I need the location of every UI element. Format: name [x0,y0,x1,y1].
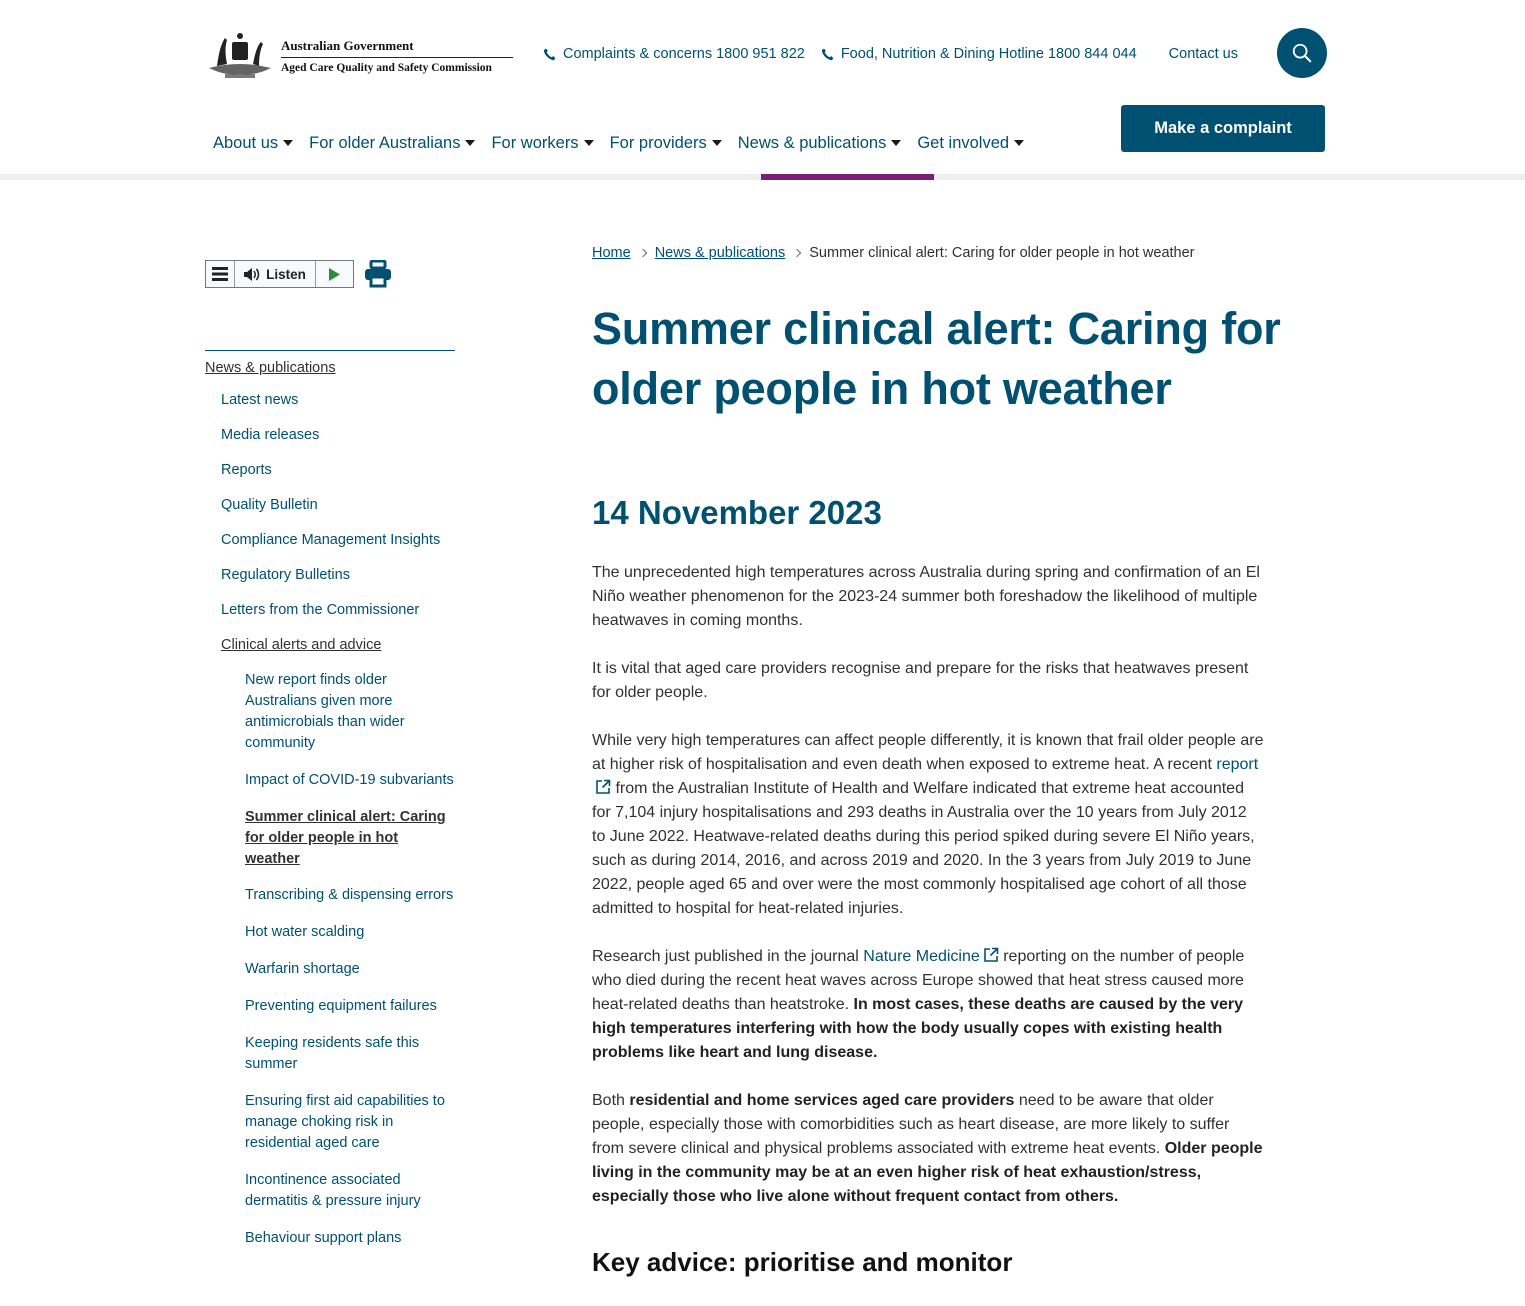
sidebar-item-regulatory-bulletins[interactable]: Regulatory Bulletins [221,567,350,583]
print-icon[interactable] [364,260,392,288]
nav-for-providers[interactable] [610,131,722,155]
hotline-phone-link[interactable] [821,46,1137,62]
bold-text: In most cases, these deaths are caused by the very high temperatures interfering with how the body usually copes with existing health problems like heart and lung disease. [592,996,1244,1061]
phone-icon [821,48,834,61]
breadcrumb [592,243,1264,263]
text: reporting on the number of people who died during the recent heat waves across Europe showed that heat stress caused more heat-related deaths than heatstroke. [592,948,1245,1013]
nav-about-us[interactable] [213,131,293,155]
text: Both [592,1092,630,1109]
publish-date: 14 November 2023 [592,494,882,531]
listen-button[interactable] [235,261,316,287]
caret-down-icon [584,140,594,146]
breadcrumb-news-publications[interactable]: News & publications [654,245,786,261]
nav-label: For workers [491,133,579,152]
breadcrumb-current: Summer clinical alert: Caring for older people in hot weather [809,245,1195,261]
sidebar-level2 [245,670,455,1249]
bold-text: residential and home services aged care providers [629,1092,1015,1109]
sidebar-subitem-first-aid-choking[interactable]: Ensuring first aid capabilities to manage choking risk in residential aged care [245,1093,445,1151]
breadcrumb-home[interactable]: Home [592,245,631,261]
sidebar-subitem-incontinence-dermatitis[interactable]: Incontinence associated dermatitis & pressure injury [245,1172,421,1209]
text: While very high temperatures can affect people differently, it is known that frail older people are at higher risk of hospitalisation and even death when exposed to extreme heat. A recent [592,732,1264,773]
caret-down-icon [891,140,901,146]
main-nav [213,131,1040,155]
sidebar-subitem-summer-clinical-alert[interactable]: Summer clinical alert: Caring for older people in hot weather [245,809,446,867]
complaints-phone-label: Complaints & concerns 1800 951 822 [563,46,805,62]
nav-label: For providers [609,133,707,152]
page-tools [205,260,392,288]
nature-medicine-link[interactable]: Nature Medicine [863,948,980,965]
play-icon [329,268,340,281]
menu-icon [212,267,228,281]
sidebar-subitem-residents-safe-summer[interactable]: Keeping residents safe this summer [245,1035,420,1072]
main-content [592,243,1281,1277]
section-sidebar-nav [205,350,455,1249]
chevron-right-icon [638,249,646,257]
sidebar-item-letters-from-commissioner[interactable]: Letters from the Commissioner [221,602,420,618]
readspeaker-menu-button[interactable] [206,261,235,287]
sidebar-divider [205,350,455,351]
utility-links [543,46,1238,62]
nav-active-indicator [761,174,934,180]
paragraph-2: It is vital that aged care providers recognise and prepare for the risks that heatwaves present for older people. [592,660,1249,701]
make-a-complaint-button[interactable]: Make a complaint [1121,105,1325,152]
caret-down-icon [465,140,475,146]
external-link-icon [983,947,999,963]
text: from the Australian Institute of Health and Welfare indicated that extreme heat accounted for 7,104 injury hospitalisations and 293 deaths in Australia over the 10 years from July 2012 to June 2022. Heatwave-related deaths during this period spiked during severe El Niño years, such as during 2014, 2016, and across 2019 and 2020. In the 3 years from July 2019 to June 2022, people aged 65 and over were the most commonly hospitalised age cohort of all those admitted to hospital for heat-related injuries. [592,780,1255,917]
sidebar-item-compliance-management-insights[interactable]: Compliance Management Insights [221,532,441,548]
play-button[interactable] [316,261,353,287]
coat-of-arms-icon [205,30,275,82]
site-header [0,0,1525,180]
paragraph-4 [592,945,1264,1065]
caret-down-icon [712,140,722,146]
paragraph-1: The unprecedented high temperatures across Australia during spring and confirmation of an El Niño weather phenomenon for the 2023-24 summer both foreshadow the likelihood of multiple heatwaves in coming months. [592,564,1260,629]
sidebar-level1 [221,392,455,1249]
sidebar-root-news-publications[interactable]: News & publications [205,360,336,376]
sidebar-item-quality-bulletin[interactable]: Quality Bulletin [221,497,318,513]
nav-news-publications[interactable] [738,131,902,155]
speaker-icon [244,268,261,281]
bold-text: Older people living in the community may be at an even higher risk of heat exhaustion/stress, especially those who live alone without frequent contact from others. [592,1140,1263,1205]
article-body [592,561,1264,1209]
readspeaker-widget [205,260,354,288]
sidebar-subitem-transcribing-errors[interactable]: Transcribing & dispensing errors [245,887,454,903]
listen-label: Listen [266,266,306,282]
paragraph-3 [592,729,1264,921]
logo-line-commission: Aged Care Quality and Safety Commission [281,62,492,74]
nav-for-older-australians[interactable] [309,131,475,155]
search-icon [1291,42,1313,64]
caret-down-icon [283,140,293,146]
external-link-icon [595,779,611,795]
sidebar-item-reports[interactable]: Reports [221,462,272,478]
sidebar-subitem-equipment-failures[interactable]: Preventing equipment failures [245,998,437,1014]
nav-get-involved[interactable] [917,131,1024,155]
key-advice-heading: Key advice: prioritise and monitor [592,1247,1013,1277]
site-logo[interactable] [205,30,513,82]
logo-line-government: Australian Government [281,38,513,58]
sidebar-item-latest-news[interactable]: Latest news [221,392,299,408]
hotline-phone-label: Food, Nutrition & Dining Hotline 1800 844 044 [840,46,1137,62]
sidebar-subitem-behaviour-support-plans[interactable]: Behaviour support plans [245,1230,402,1246]
sidebar-subitem-antimicrobials-report[interactable]: New report finds older Australians given more antimicrobials than wider community [245,672,405,751]
nav-label: About us [213,133,279,152]
report-link[interactable]: report [1216,756,1259,773]
sidebar-subitem-hot-water-scalding[interactable]: Hot water scalding [245,924,365,940]
nav-label: Get involved [917,133,1010,152]
sidebar-item-media-releases[interactable]: Media releases [221,427,320,443]
nav-label: For older Australians [309,133,461,152]
contact-us-link[interactable]: Contact us [1168,46,1238,62]
chevron-right-icon [793,249,801,257]
nav-for-workers[interactable] [491,131,593,155]
search-button[interactable] [1277,28,1327,78]
phone-icon [543,48,556,61]
sidebar-subitem-warfarin-shortage[interactable]: Warfarin shortage [245,961,360,977]
paragraph-5 [592,1089,1264,1209]
text: need to be aware that older people, especially those with comorbidities such as heart disease, are more likely to suffer from severe clinical and physical problems associated with extreme heat events. [592,1092,1230,1157]
page-title: Summer clinical alert: Caring for older people in hot weather [592,303,1281,414]
complaints-phone-link[interactable] [543,46,805,62]
nav-label: News & publications [737,133,887,152]
sidebar-subitem-covid-subvariants[interactable]: Impact of COVID-19 subvariants [245,772,454,788]
text: Research just published in the journal [592,948,864,965]
caret-down-icon [1014,140,1024,146]
sidebar-item-clinical-alerts[interactable]: Clinical alerts and advice [221,637,382,653]
